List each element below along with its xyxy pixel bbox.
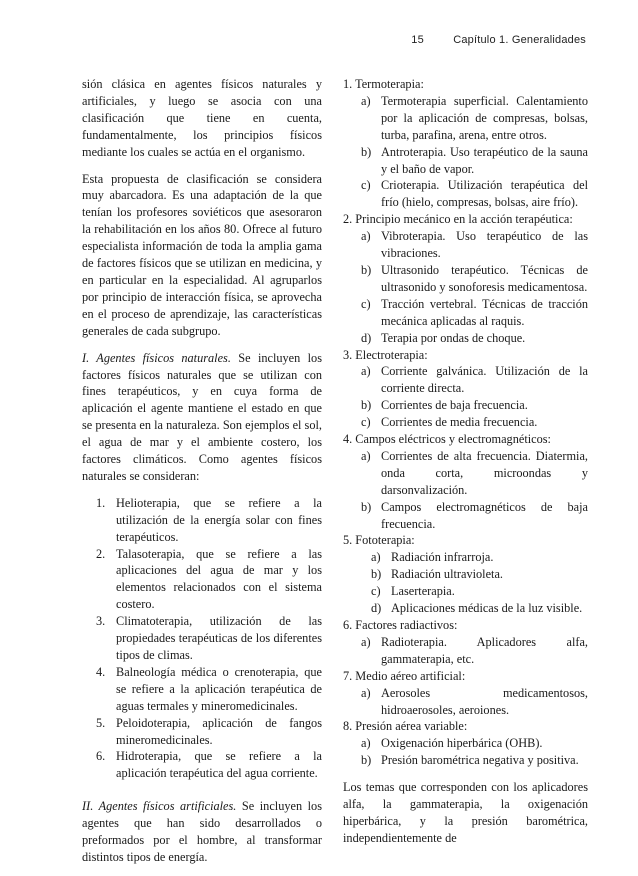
item-text: Aerosoles medicamentosos, hidroaerosoles, aeroiones. — [381, 685, 588, 717]
item-text: Corrientes de baja frecuencia. — [381, 398, 528, 413]
category-title: 7. Medio aéreo artificial: — [343, 668, 466, 683]
item-text: Laserterapia. — [391, 584, 455, 599]
list-item — [82, 748, 322, 782]
item-letter: d) — [371, 601, 382, 616]
item-letter: d) — [361, 330, 372, 345]
category-items — [343, 363, 588, 431]
list-item — [82, 613, 322, 664]
item-text: Tracción vertebral. Técnicas de tracción mecánica aplicadas al raquis. — [381, 296, 588, 328]
category — [343, 347, 588, 432]
section-title-natural: I. Agentes físicos naturales. — [82, 350, 231, 365]
category — [343, 718, 588, 769]
item-text: Oxigenación hiperbárica (OHB). — [381, 736, 543, 751]
list-item-text: Climatoterapia, utilización de las propiedades terapéuticas de los diferentes tipos de climas. — [116, 614, 322, 662]
category-item — [343, 397, 588, 414]
item-letter: a) — [361, 93, 371, 108]
list-item-text: Hidroterapia, que se refiere a la aplicación terapéutica del agua corriente. — [116, 749, 322, 781]
category-items — [343, 549, 588, 617]
paragraph-1: sión clásica en agentes físicos naturales y artificiales, y luego se asocia con una clasificación que tiene en cuenta, fundamentalmente, los principios físicos mediante los cuales se actúa en el organismo. — [82, 77, 322, 159]
item-text: Vibroterapia. Uso terapéutico de las vibraciones. — [381, 229, 588, 261]
list-item-number: 4. — [96, 664, 106, 679]
category-title: 8. Presión aérea variable: — [343, 719, 468, 734]
artificial-agents-text: Se incluyen los agentes que han sido desarrollados o preformados por el hombre, al transformar distintos tipos de energía. — [82, 799, 322, 864]
item-text: Radiación ultravioleta. — [391, 567, 503, 582]
list-item — [82, 546, 322, 614]
item-letter: c) — [361, 178, 371, 193]
item-letter: c) — [371, 584, 381, 599]
category-item — [343, 752, 588, 769]
category-item — [343, 144, 588, 178]
category-title: 5. Fototerapia: — [343, 533, 415, 548]
category-item — [343, 228, 588, 262]
natural-agents-list — [82, 495, 322, 782]
item-letter: c) — [361, 415, 371, 430]
category-title: 4. Campos eléctricos y electromagnéticos: — [343, 432, 551, 447]
category-item — [343, 177, 588, 211]
category-items — [343, 685, 588, 719]
paragraph-natural-agents — [82, 350, 322, 485]
category-title: 2. Principio mecánico en la acción terapéutica: — [343, 212, 573, 227]
item-text: Antroterapia. Uso terapéutico de la sauna y el baño de vapor. — [381, 144, 588, 176]
list-item-text: Talasoterapia, que se refiere a las aplicaciones del agua de mar y los elementos relacionados con el sistema costero. — [116, 546, 322, 612]
item-letter: b) — [361, 753, 372, 768]
artificial-categories — [343, 76, 588, 769]
page-number: 15 — [411, 34, 424, 46]
category-item — [343, 93, 588, 144]
item-text: Ultrasonido terapéutico. Técnicas de ultrasonido y sonoforesis medicamentosa. — [381, 262, 588, 294]
category — [343, 76, 588, 211]
category-item — [343, 414, 588, 431]
category-items — [343, 93, 588, 211]
left-column — [82, 76, 322, 876]
chapter-title: Capítulo 1. Generalidades — [453, 34, 586, 46]
list-item-text: Peloidoterapia, aplicación de fangos mineromedicinales. — [116, 715, 322, 747]
item-text: Termoterapia superficial. Calentamiento por la aplicación de compresas, bolsas, turba, parafina, arena, entre otros. — [381, 93, 588, 142]
category-item — [343, 566, 588, 583]
category-title: 1. Termoterapia: — [343, 77, 424, 91]
category-item — [343, 634, 588, 668]
category-items — [343, 228, 588, 346]
category-item — [343, 685, 588, 719]
item-letter: a) — [361, 634, 371, 649]
item-text: Crioterapia. Utilización terapéutica del frío (hielo, compresas, bolsas, aire frío). — [381, 178, 588, 210]
page-header — [411, 34, 586, 46]
item-text: Corrientes de alta frecuencia. Diatermia, onda corta, microondas y darsonvalización. — [381, 448, 588, 497]
paragraph-2: Esta propuesta de clasificación se considera muy abarcadora. Es una adaptación de la que tenían los profesores soviéticos que asesoraron la rehabilitación en los años 80. Ofrece al futuro especialista información de toda la amplia gama de factores físicos que se utilizan en medicina, y en particular en la especialidad. Al agruparlos por principio de interacción física, se aprovecha en el proceso de aprendizaje, las características generales de cada subgrupo. — [82, 171, 322, 338]
item-letter: b) — [361, 499, 372, 514]
category-item — [343, 330, 588, 347]
list-item-number: 5. — [96, 715, 106, 730]
category-item — [343, 499, 588, 533]
list-item — [82, 664, 322, 715]
paragraph-artificial-agents — [82, 798, 322, 866]
category-item — [343, 262, 588, 296]
item-letter: b) — [361, 144, 372, 159]
item-text: Aplicaciones médicas de la luz visible. — [391, 601, 583, 616]
item-letter: a) — [361, 736, 371, 751]
item-letter: b) — [371, 567, 382, 582]
category-items — [343, 448, 588, 533]
item-text: Terapia por ondas de choque. — [381, 330, 526, 345]
list-item-text: Helioterapia, que se refiere a la utilización de la energía solar con fines terapéuticos. — [116, 495, 322, 544]
category-items — [343, 634, 588, 668]
item-letter: a) — [361, 364, 371, 379]
item-letter: b) — [361, 398, 372, 413]
item-text: Corriente galvánica. Utilización de la corriente directa. — [381, 364, 588, 396]
list-item-number: 6. — [96, 749, 106, 764]
category — [343, 668, 588, 719]
item-letter: b) — [361, 262, 372, 277]
category-item — [343, 600, 588, 617]
category-items — [343, 735, 588, 769]
category — [343, 211, 588, 346]
list-item-number: 2. — [96, 546, 106, 561]
item-text: Corrientes de media frecuencia. — [381, 415, 538, 430]
item-letter: a) — [361, 229, 371, 244]
closing-paragraph: Los temas que corresponden con los aplicadores alfa, la gammaterapia, la oxigenación hiperbárica, y la presión barométrica, independientemente de — [343, 780, 588, 845]
category-item — [343, 549, 588, 566]
item-text: Campos electromagnéticos de baja frecuencia. — [381, 499, 588, 531]
item-letter: a) — [361, 685, 371, 700]
list-item — [82, 495, 322, 546]
list-item-number: 1. — [96, 495, 106, 510]
section-title-artificial: II. Agentes físicos artificiales. — [82, 799, 237, 814]
category-title: 3. Electroterapia: — [343, 347, 428, 362]
category-item — [343, 363, 588, 397]
item-letter: a) — [361, 448, 371, 463]
item-text: Presión barométrica negativa y positiva. — [381, 753, 579, 768]
item-text: Radioterapia. Aplicadores alfa, gammaterapia, etc. — [381, 634, 588, 666]
item-text: Radiación infrarroja. — [391, 550, 494, 565]
category-item — [343, 296, 588, 330]
right-column — [343, 76, 588, 857]
list-item-number: 3. — [96, 614, 106, 629]
category — [343, 431, 588, 532]
category-title: 6. Factores radiactivos: — [343, 618, 458, 632]
natural-agents-text: Se incluyen los factores físicos naturales que se utilizan con fines terapéuticos, y en cuya forma de aplicación el agente mantiene el estado en que se presenta en la naturaleza. Son ejemplos el sol, el agua de mar y el ambiente costero, los factores climáticos. Como agentes físicos naturales se consideran: — [82, 350, 322, 483]
list-item-text: Balneología médica o crenoterapia, que se refiere a la aplicación terapéutica de aguas termales y mineromedicinales. — [116, 664, 322, 713]
item-letter: c) — [361, 296, 371, 311]
list-item — [82, 715, 322, 749]
item-letter: a) — [371, 550, 381, 565]
category-item — [343, 583, 588, 600]
category-item — [343, 735, 588, 752]
category — [343, 532, 588, 617]
category-item — [343, 448, 588, 499]
category — [343, 617, 588, 668]
